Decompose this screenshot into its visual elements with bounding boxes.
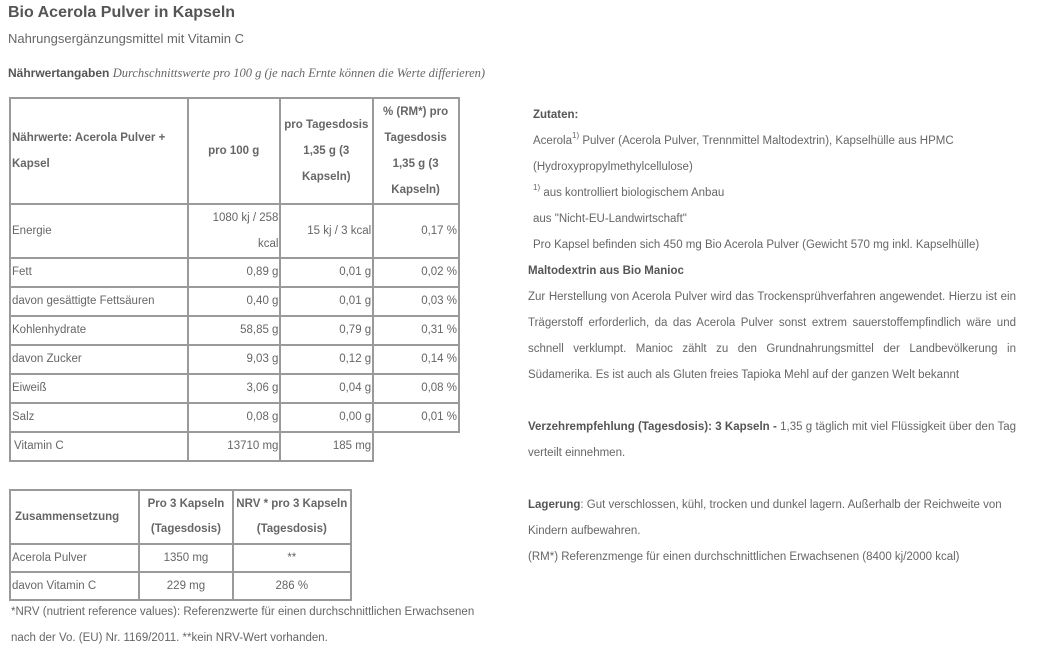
row-rm: 0,02 % [373,258,459,287]
row-per100: 9,03 g [188,345,280,374]
spacer [528,388,1016,414]
nrv-footnote: *NRV (nutrient reference values): Referenzwerte für einen durchschnittlichen Erwachsenen nach der Vo. (EU) Nr. 1169/2011. **kein NRV-Wert vorhanden. [11,606,475,644]
page-title: Bio Acerola Pulver in Kapseln [8,4,236,21]
row-rm: 0,14 % [373,345,459,374]
row-amount: 229 mg [139,572,232,600]
table-row [10,204,459,258]
row-perdose: 185 mg [280,432,373,461]
row-rm: 0,08 % [373,374,459,403]
row-name: davon gesättigte Fettsäuren [10,287,188,316]
footnote-marker: 1) [572,131,580,140]
footnote-marker: 1) [533,183,541,192]
ingredients-line-5: Pro Kapsel befinden sich 450 mg Bio Acerola Pulver (Gewicht 570 mg inkl. Kapselhülle) [533,239,980,251]
nutrition-heading-note: Durchschnittswerte pro 100 g (je nach Ernte können die Werte differieren) [112,66,486,80]
nutrition-heading [8,66,485,81]
storage-text: : Gut verschlossen, kühl, trocken und dunkel lagern. Außerhalb der Reichweite von Kindern aufbewahren. [528,499,1002,537]
nutrition-header-perdose: pro Tagesdosis 1,35 g (3 Kapseln) [280,98,373,204]
maltodextrin-text: Zur Herstellung von Acerola Pulver wird das Trockensprühverfahren angewendet. Hierzu ist ein Trägerstoff erforderlich, da das Acerola Pulver sonst extrem sauerstoffempfindlich wäre und schnell verklumpt. Manioc zählt zu den Grundnahrungsmittel der Landbevölkerung in Südamerika. Es ist auch als Gluten freies Tapioka Mehl auf der ganzen Welt bekannt [528,291,1016,381]
usage-text: 1,35 g täglich mit viel Flüssigkeit über den Tag verteilt einnehmen. [528,421,1016,459]
table-row [10,345,459,374]
table-row [10,572,351,600]
table-row [10,316,459,345]
row-per100: 0,40 g [188,287,280,316]
page-subtitle: Nahrungsergänzungsmittel mit Vitamin C [8,31,245,46]
row-rm: 0,03 % [373,287,459,316]
ingredients-line-1 [528,128,1016,154]
nutrition-table [9,97,460,462]
row-perdose: 0,01 g [280,258,373,287]
row-perdose: 0,01 g [280,287,373,316]
storage-label: Lagerung [528,499,581,511]
row-perdose: 0,00 g [280,403,373,432]
ingredients-line-2: (Hydroxypropylmethylcellulose) [533,161,693,173]
ingredients-line-4: aus "Nicht-EU-Landwirtschaft" [533,213,687,225]
row-name: Eiweiß [10,374,188,403]
row-nrv: ** [233,544,351,572]
table-row [10,258,459,287]
row-per100: 58,85 g [188,316,280,345]
row-name: Energie [10,204,188,258]
table-row [10,403,459,432]
nutrition-header-rm: % (RM*) pro Tagesdosis 1,35 g (3 Kapseln) [373,98,459,204]
composition-header-amount: Pro 3 Kapseln (Tagesdosis) [139,490,232,544]
ingredients-acerola: Acerola [533,135,572,147]
row-perdose: 0,79 g [280,316,373,345]
table-row [10,432,459,461]
nutrition-header-name: Nährwerte: Acerola Pulver + Kapsel [10,98,188,204]
row-perdose: 15 kj / 3 kcal [280,204,373,258]
row-rm: 0,31 % [373,316,459,345]
ingredients-line-1-rest: Pulver (Acerola Pulver, Trennmittel Maltodextrin), Kapselhülle aus HPMC [579,135,954,147]
row-rm: 0,17 % [373,204,459,258]
product-info-column [528,102,1016,570]
row-nrv: 286 % [233,572,351,600]
ingredients-line-3 [528,180,1016,206]
row-per100: 1080 kj / 258 kcal [188,204,280,258]
usage-label: Verzehrempfehlung (Tagesdosis): 3 Kapseln - [528,421,777,433]
nutrition-heading-label: Nährwertangaben [8,66,110,80]
spacer [528,466,1016,492]
rm-footnote: (RM*) Referenzmenge für einen durchschnittlichen Erwachsenen (8400 kj/2000 kcal) [528,551,960,563]
ingredients-heading: Zutaten: [533,109,579,121]
table-row [10,544,351,572]
row-name: davon Zucker [10,345,188,374]
row-name: Fett [10,258,188,287]
composition-table [9,489,352,601]
row-perdose: 0,04 g [280,374,373,403]
usage-paragraph [528,414,1016,466]
maltodextrin-heading: Maltodextrin aus Bio Manioc [528,265,684,277]
composition-header-nrv: NRV * pro 3 Kapseln (Tagesdosis) [233,490,351,544]
nutrition-header-per100: pro 100 g [188,98,280,204]
row-per100: 0,08 g [188,403,280,432]
row-per100: 3,06 g [188,374,280,403]
row-name: Vitamin C [10,432,188,461]
row-rm: 0,01 % [373,403,459,432]
row-name: Salz [10,403,188,432]
table-row [10,287,459,316]
row-perdose: 0,12 g [280,345,373,374]
row-rm [373,432,459,461]
ingredients-line-3-text: aus kontrolliert biologischem Anbau [540,187,725,199]
row-name: davon Vitamin C [10,572,139,600]
row-amount: 1350 mg [139,544,232,572]
row-name: Acerola Pulver [10,544,139,572]
row-name: Kohlenhydrate [10,316,188,345]
row-per100: 0,89 g [188,258,280,287]
table-row [10,374,459,403]
storage-paragraph [528,492,1016,544]
composition-header-name: Zusammensetzung [10,490,139,544]
row-per100: 13710 mg [188,432,280,461]
